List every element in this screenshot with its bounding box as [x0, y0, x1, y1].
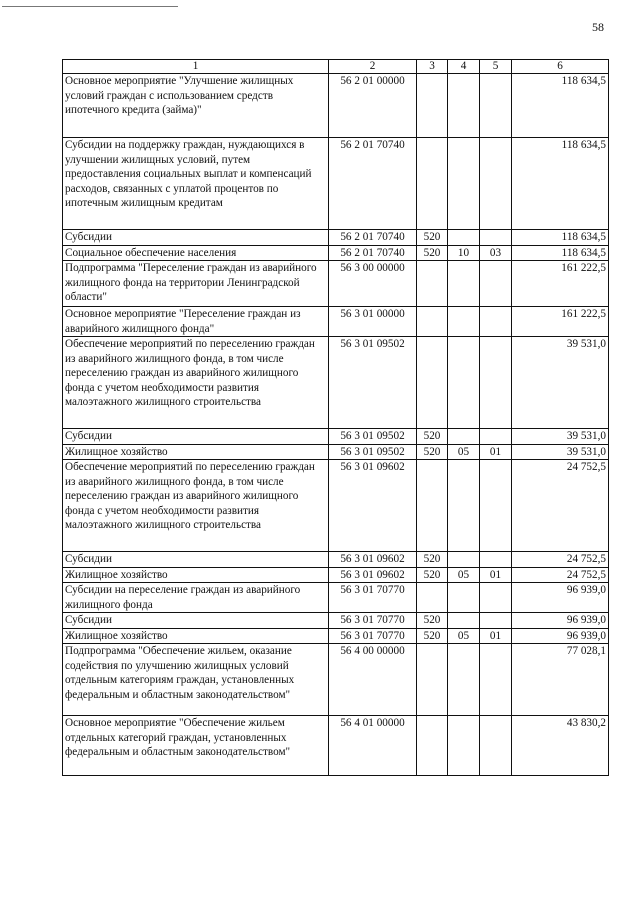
row-col3: 520 — [417, 230, 448, 246]
row-col5 — [480, 74, 512, 138]
header-col-2: 2 — [329, 60, 417, 74]
row-col5 — [480, 261, 512, 307]
row-col3: 520 — [417, 444, 448, 460]
table-row — [63, 74, 609, 138]
row-name: Субсидии на поддержку граждан, нуждающихся в улучшении жилищных условий, путем предоставления социальных выплат и компенсаций расходов, связанных с уплатой процентов по ипотечным жилищным кредитам — [63, 138, 329, 230]
table-row — [63, 230, 609, 246]
row-col3 — [417, 716, 448, 776]
row-amount: 118 634,5 — [512, 138, 609, 230]
row-code: 56 3 01 09502 — [329, 429, 417, 445]
row-col3 — [417, 583, 448, 613]
row-col5 — [480, 644, 512, 716]
row-amount: 24 752,5 — [512, 460, 609, 552]
header-col-4: 4 — [448, 60, 480, 74]
table-row — [63, 337, 609, 429]
row-col4 — [448, 583, 480, 613]
row-code: 56 3 01 09502 — [329, 337, 417, 429]
row-col5 — [480, 138, 512, 230]
row-code: 56 2 01 70740 — [329, 245, 417, 261]
table-row — [63, 567, 609, 583]
header-row — [63, 60, 609, 74]
row-amount: 161 222,5 — [512, 261, 609, 307]
row-code: 56 2 01 70740 — [329, 138, 417, 230]
row-amount: 39 531,0 — [512, 444, 609, 460]
row-col3: 520 — [417, 429, 448, 445]
table-row — [63, 261, 609, 307]
row-amount: 39 531,0 — [512, 337, 609, 429]
table-row — [63, 613, 609, 629]
row-col4 — [448, 613, 480, 629]
row-code: 56 3 01 09602 — [329, 552, 417, 568]
row-amount: 118 634,5 — [512, 74, 609, 138]
row-name: Обеспечение мероприятий по переселению граждан из аварийного жилищного фонда, в том числе переселению граждан из аварийного жилищного фонда с учетом необходимости развития малоэтажного жилищного строительства — [63, 460, 329, 552]
row-code: 56 4 00 00000 — [329, 644, 417, 716]
row-code: 56 3 01 70770 — [329, 583, 417, 613]
row-amount: 96 939,0 — [512, 583, 609, 613]
table-row — [63, 245, 609, 261]
row-col3: 520 — [417, 567, 448, 583]
row-col5 — [480, 613, 512, 629]
page-number: 58 — [592, 20, 604, 34]
table-row — [63, 429, 609, 445]
row-code: 56 3 01 09602 — [329, 567, 417, 583]
table-row — [63, 460, 609, 552]
header-col-3: 3 — [417, 60, 448, 74]
row-name: Субсидии — [63, 613, 329, 629]
row-name: Субсидии — [63, 230, 329, 246]
row-col5 — [480, 460, 512, 552]
row-col4 — [448, 261, 480, 307]
row-col5: 01 — [480, 444, 512, 460]
row-col4 — [448, 644, 480, 716]
row-col4 — [448, 716, 480, 776]
header-col-1: 1 — [63, 60, 329, 74]
row-col5 — [480, 583, 512, 613]
row-amount: 39 531,0 — [512, 429, 609, 445]
row-name: Основное мероприятие "Улучшение жилищных условий граждан с использованием средств ипотечного кредита (займа)" — [63, 74, 329, 138]
row-name: Основное мероприятие "Обеспечение жильем отдельных категорий граждан, установленных федеральным и областным законодательством" — [63, 716, 329, 776]
row-col3: 520 — [417, 613, 448, 629]
row-name: Обеспечение мероприятий по переселению граждан из аварийного жилищного фонда, в том числе переселению граждан из аварийного жилищного фонда с учетом необходимости развития малоэтажного жилищного строительства — [63, 337, 329, 429]
table-row — [63, 716, 609, 776]
row-amount: 161 222,5 — [512, 307, 609, 337]
row-name: Подпрограмма "Переселение граждан из аварийного жилищного фонда на территории Ленинградской области" — [63, 261, 329, 307]
row-col4 — [448, 429, 480, 445]
row-col3: 520 — [417, 628, 448, 644]
row-col4: 05 — [448, 628, 480, 644]
row-code: 56 3 01 70770 — [329, 613, 417, 629]
row-code: 56 2 01 70740 — [329, 230, 417, 246]
row-col3 — [417, 138, 448, 230]
table-row — [63, 583, 609, 613]
budget-table — [62, 59, 609, 776]
row-code: 56 3 00 00000 — [329, 261, 417, 307]
row-name: Субсидии — [63, 552, 329, 568]
row-amount: 24 752,5 — [512, 552, 609, 568]
row-code: 56 3 01 09602 — [329, 460, 417, 552]
row-name: Жилищное хозяйство — [63, 444, 329, 460]
header-col-5: 5 — [480, 60, 512, 74]
row-col3 — [417, 644, 448, 716]
row-name: Подпрограмма "Обеспечение жильем, оказание содействия по улучшению жилищных условий отдельным категориям граждан, установленных федеральным и областным законодательством" — [63, 644, 329, 716]
row-col5 — [480, 429, 512, 445]
row-amount: 118 634,5 — [512, 245, 609, 261]
row-col5 — [480, 337, 512, 429]
row-col3: 520 — [417, 552, 448, 568]
row-name: Жилищное хозяйство — [63, 567, 329, 583]
row-col3 — [417, 261, 448, 307]
row-col4 — [448, 552, 480, 568]
table-row — [63, 628, 609, 644]
row-col3: 520 — [417, 245, 448, 261]
row-name: Жилищное хозяйство — [63, 628, 329, 644]
table-row — [63, 552, 609, 568]
row-col3 — [417, 74, 448, 138]
row-col5: 01 — [480, 567, 512, 583]
row-col4: 10 — [448, 245, 480, 261]
row-col3 — [417, 460, 448, 552]
row-code: 56 4 01 00000 — [329, 716, 417, 776]
row-col4 — [448, 307, 480, 337]
row-col4 — [448, 337, 480, 429]
table-row — [63, 444, 609, 460]
row-col4: 05 — [448, 567, 480, 583]
row-col3 — [417, 337, 448, 429]
row-amount: 43 830,2 — [512, 716, 609, 776]
row-amount: 96 939,0 — [512, 628, 609, 644]
row-amount: 24 752,5 — [512, 567, 609, 583]
row-name: Субсидии на переселение граждан из аварийного жилищного фонда — [63, 583, 329, 613]
row-col5: 01 — [480, 628, 512, 644]
row-name: Основное мероприятие "Переселение граждан из аварийного жилищного фонда" — [63, 307, 329, 337]
row-col5 — [480, 552, 512, 568]
row-col4 — [448, 74, 480, 138]
row-code: 56 3 01 09502 — [329, 444, 417, 460]
row-amount: 77 028,1 — [512, 644, 609, 716]
header-col-6: 6 — [512, 60, 609, 74]
row-name: Социальное обеспечение населения — [63, 245, 329, 261]
row-code: 56 3 01 70770 — [329, 628, 417, 644]
row-amount: 96 939,0 — [512, 613, 609, 629]
row-col3 — [417, 307, 448, 337]
row-name: Субсидии — [63, 429, 329, 445]
row-col5 — [480, 307, 512, 337]
row-amount: 118 634,5 — [512, 230, 609, 246]
table-row — [63, 138, 609, 230]
scan-edge-line — [2, 6, 178, 7]
row-col4 — [448, 230, 480, 246]
table-row — [63, 644, 609, 716]
table-row — [63, 307, 609, 337]
row-col4 — [448, 460, 480, 552]
row-col4 — [448, 138, 480, 230]
row-col5 — [480, 230, 512, 246]
row-code: 56 2 01 00000 — [329, 74, 417, 138]
row-code: 56 3 01 00000 — [329, 307, 417, 337]
row-col5 — [480, 716, 512, 776]
row-col5: 03 — [480, 245, 512, 261]
row-col4: 05 — [448, 444, 480, 460]
